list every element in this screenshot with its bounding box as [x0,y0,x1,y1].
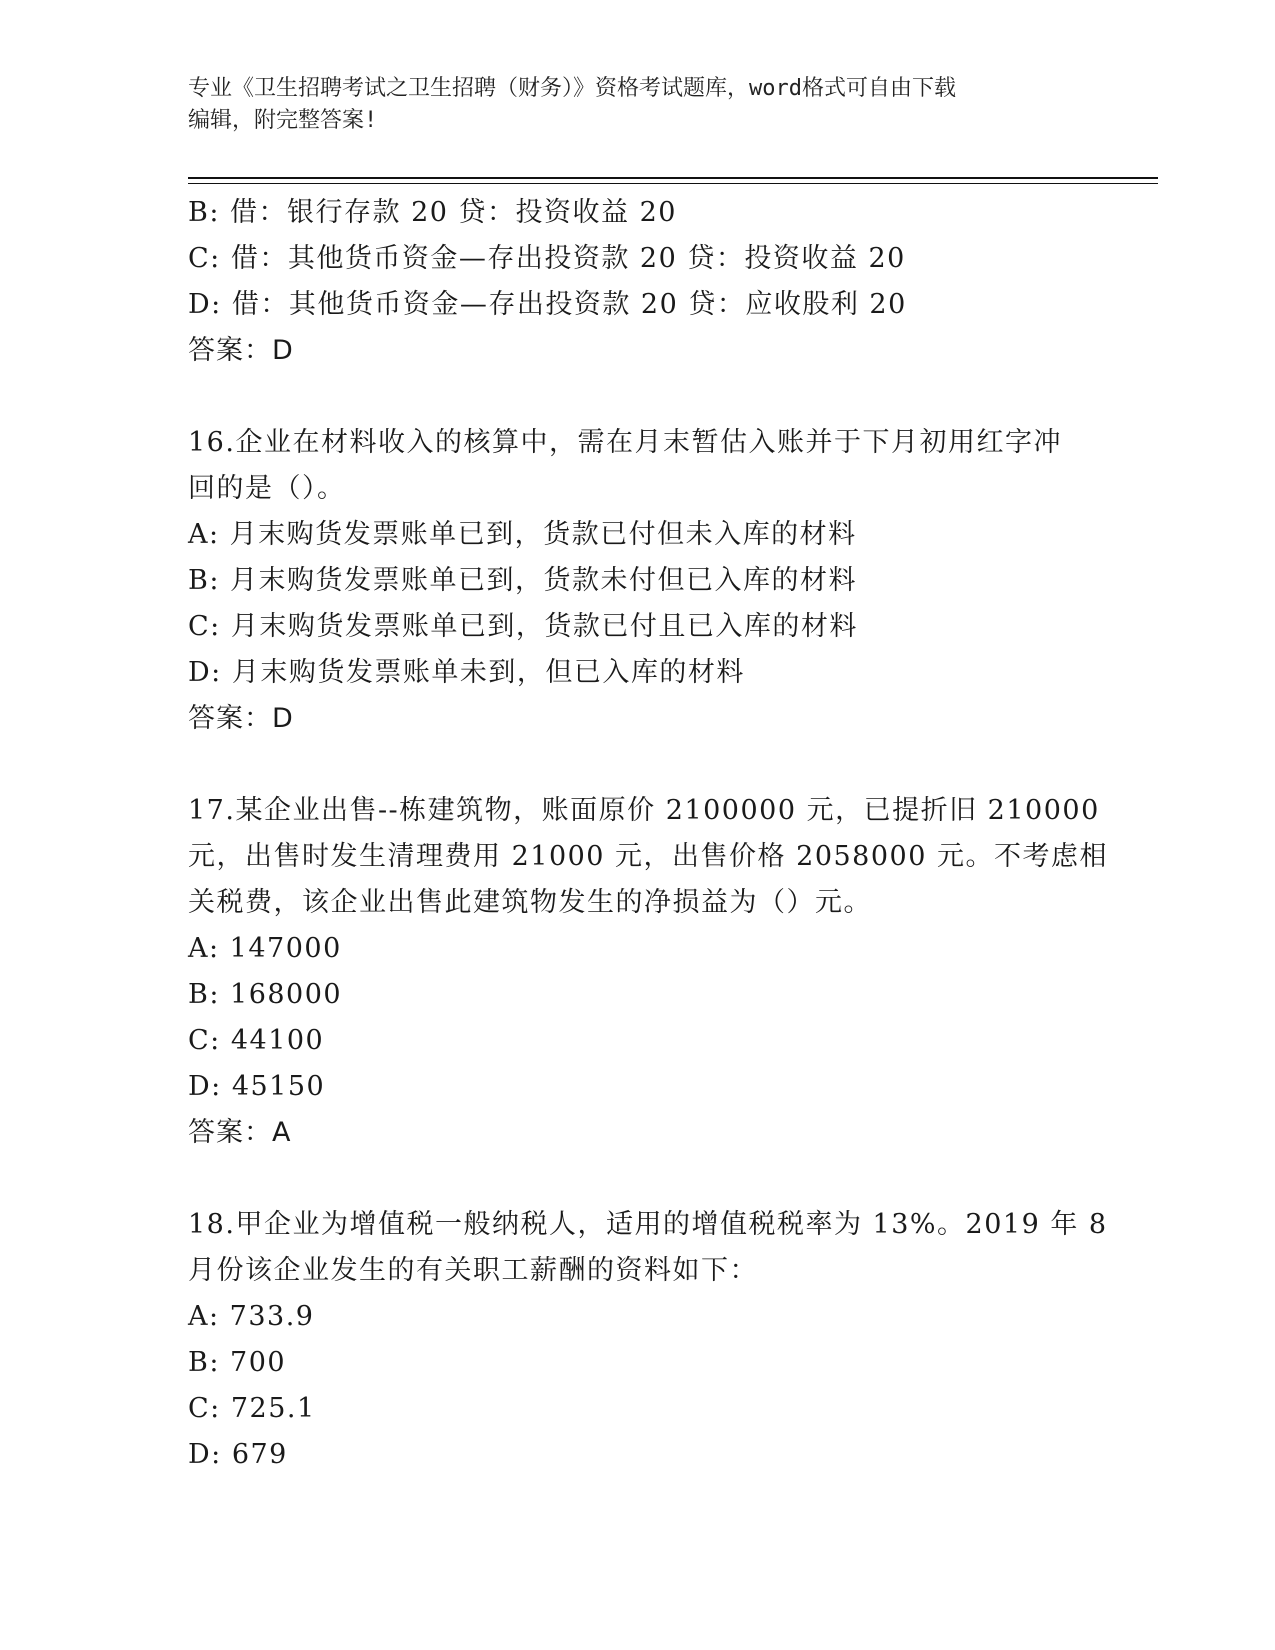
answer-label: 答案：D [188,703,294,734]
question-stem-cont: 关税费，该企业出售此建筑物发生的净损益为（）元。 [188,887,872,918]
answer-label: 答案：A [188,1117,292,1148]
spacer [188,742,1088,788]
question-stem: 17.某企业出售--栋建筑物，账面原价 2100000 元，已提折旧 210000 [188,795,1100,826]
question-18 [188,1202,1108,1478]
option-c: C: 月末购货发票账单已到，货款已付且已入库的材料 [188,611,858,642]
question-16 [188,420,1088,742]
answer-label: 答案：D [188,335,294,366]
option-a: A: 月末购货发票账单已到，货款已付但未入库的材料 [188,519,857,550]
option-a: A: 147000 [188,933,342,964]
header-line-1: 专业《卫生招聘考试之卫生招聘（财务）》资格考试题库，word格式可自由下载 [188,76,956,101]
question-17 [188,788,1108,1156]
header-rule-thin [188,183,1158,184]
option-d: D: 679 [188,1439,288,1470]
spacer [188,374,1088,420]
question-stem: 16.企业在材料收入的核算中，需在月末暂估入账并于下月初用红字冲 [188,427,1062,458]
question-stem-cont: 元，出售时发生清理费用 21000 元，出售价格 2058000 元。不考虑相 [188,841,1108,872]
question-stem-cont: 月份该企业发生的有关职工薪酬的资料如下： [188,1255,758,1286]
option-b: B: 借：银行存款 20 贷：投资收益 20 [188,197,677,228]
option-b: B: 月末购货发票账单已到，货款未付但已入库的材料 [188,565,858,596]
option-d: D: 45150 [188,1071,326,1102]
question-15 [188,190,1088,374]
question-list [188,190,1108,1478]
spacer [188,1156,1088,1202]
option-a: A: 733.9 [188,1301,315,1332]
header-line-2: 编辑，附完整答案! [188,108,378,133]
option-d: D: 月末购货发票账单未到，但已入库的材料 [188,657,745,688]
question-stem-cont: 回的是（）。 [188,473,346,504]
option-b: B: 700 [188,1347,287,1378]
option-c: C: 725.1 [188,1393,316,1424]
option-d: D: 借：其他货币资金—存出投资款 20 贷：应收股利 20 [188,289,907,320]
header-rule-thick [188,177,1158,179]
option-b: B: 168000 [188,979,343,1010]
question-stem: 18.甲企业为增值税一般纳税人，适用的增值税税率为 13%。2019 年 8 [188,1209,1108,1240]
option-c: C: 借：其他货币资金—存出投资款 20 贷：投资收益 20 [188,243,906,274]
option-c: C: 44100 [188,1025,325,1056]
document-header [188,73,1088,137]
